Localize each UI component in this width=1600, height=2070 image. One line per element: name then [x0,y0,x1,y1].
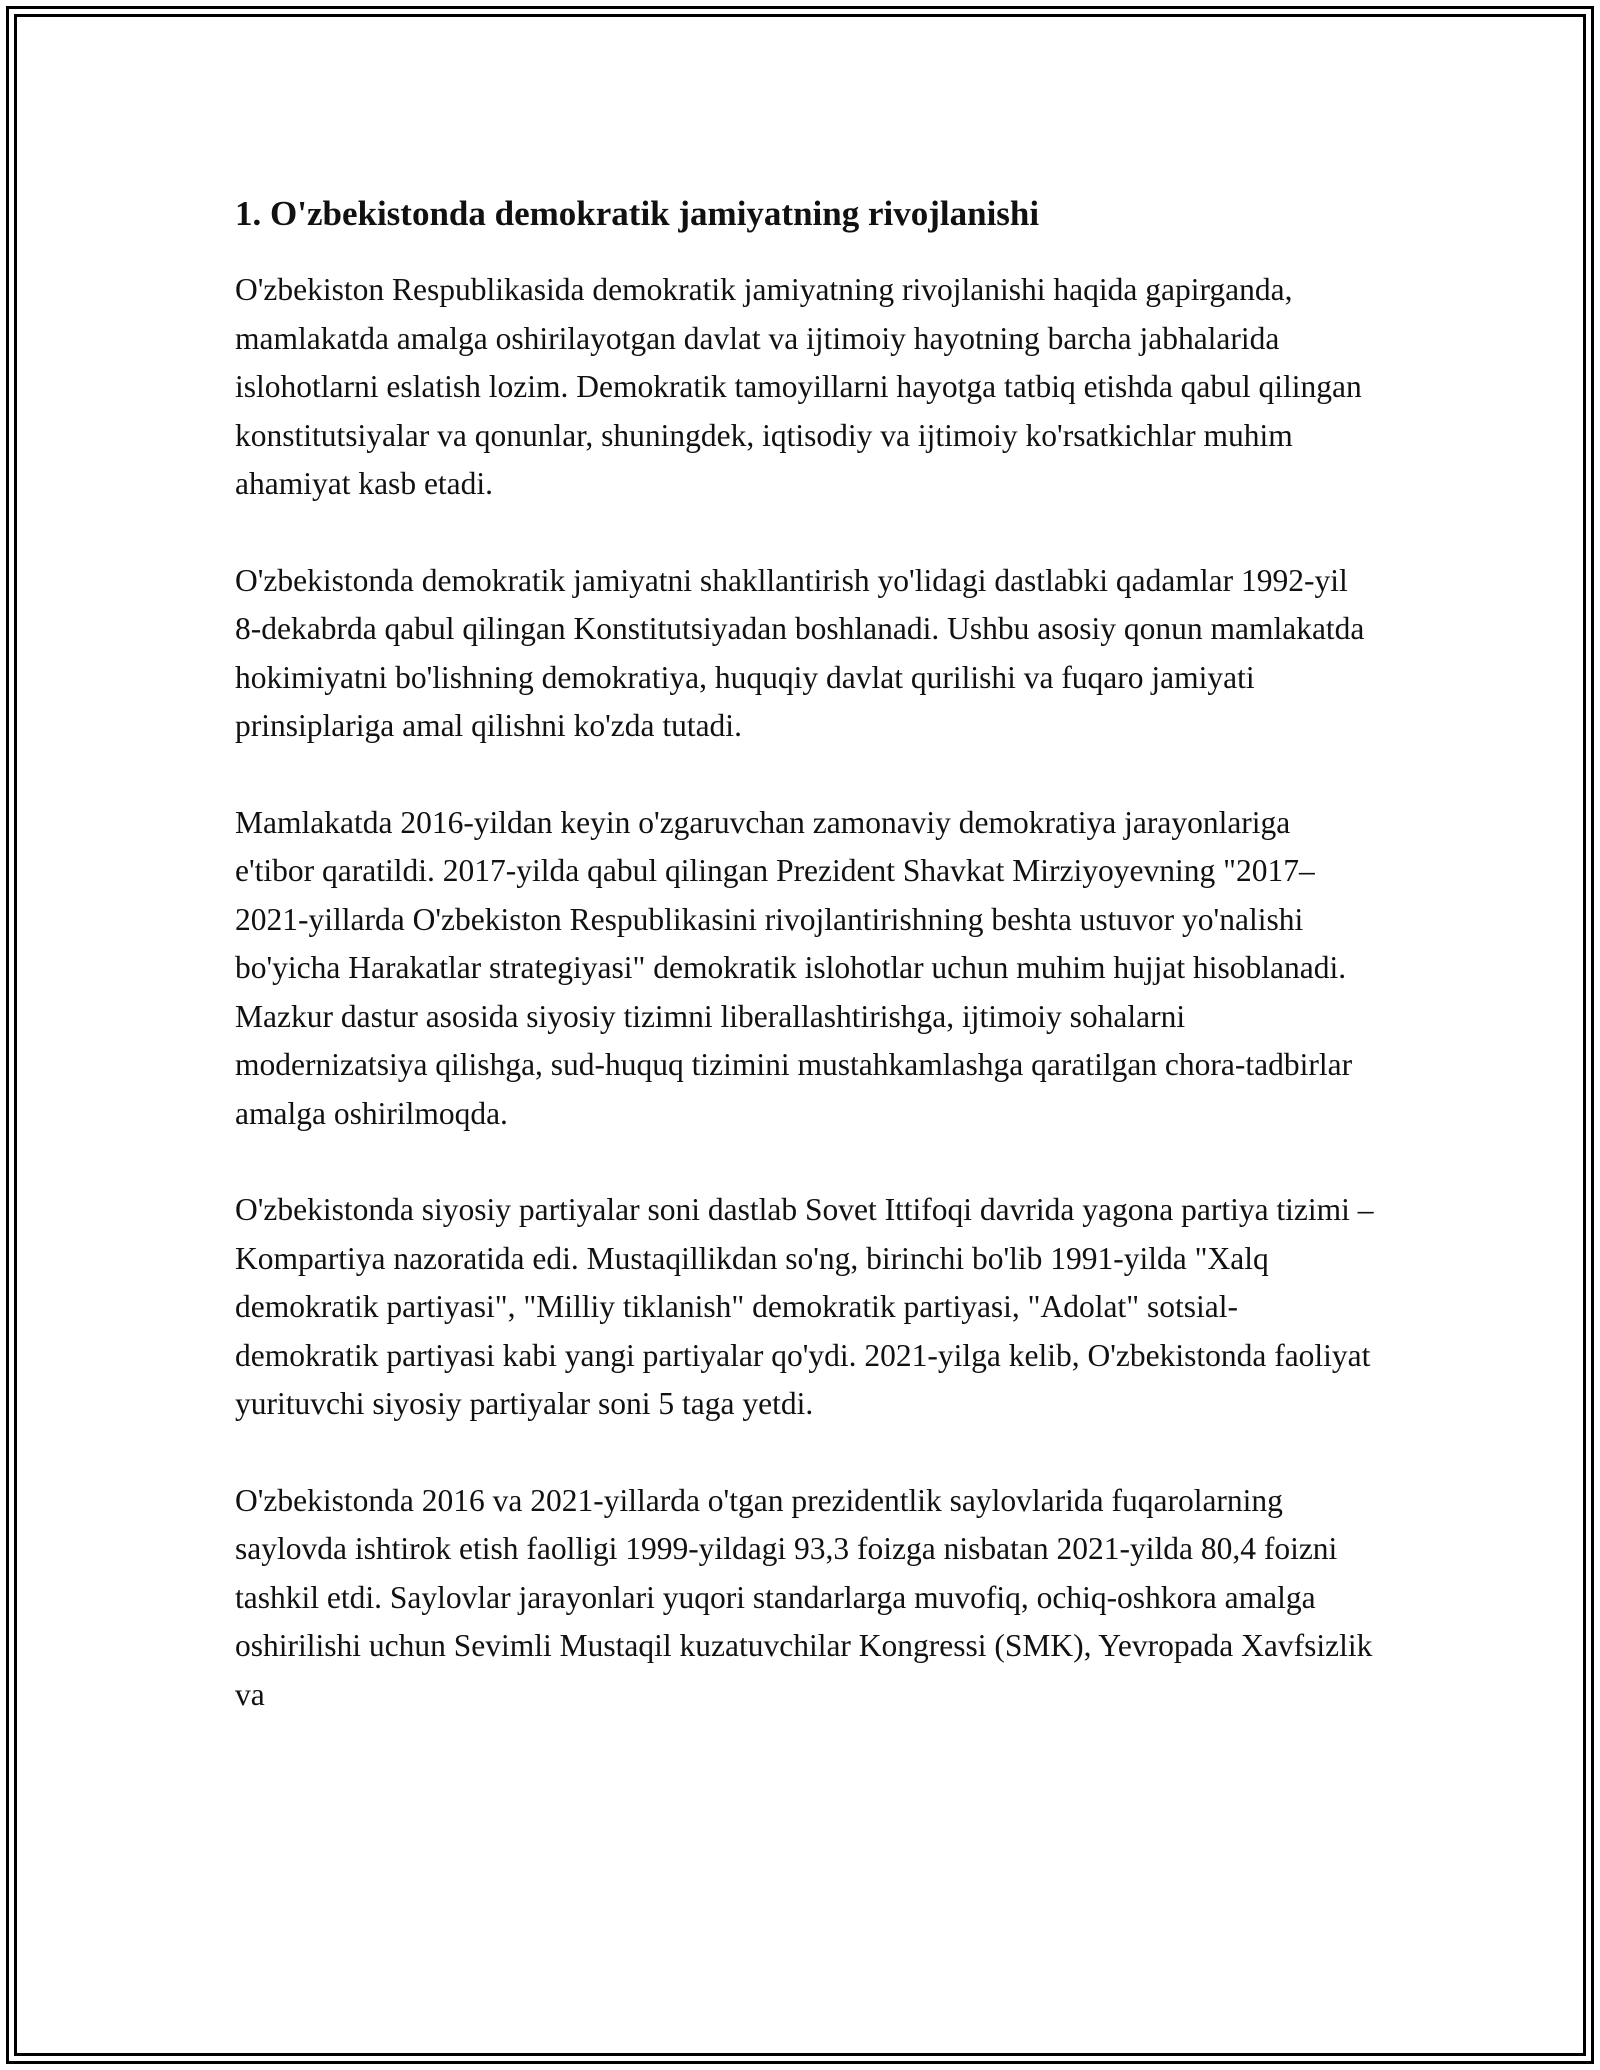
paragraph-4: O'zbekistonda siyosiy partiyalar soni dastlab Sovet Ittifoqi davrida yagona partiya tizimi – Kompartiya nazoratida edi. Mustaqillikdan so'ng, birinchi bo'lib 1991-yilda "Xalq demokratik partiyasi", "Milliy tiklanish" demokratik partiyasi, "Adolat" sotsial-demokratik partiyasi kabi yangi partiyalar qo'ydi. 2021-yilga kelib, O'zbekistonda faoliyat yurituvchi siyosiy partiyalar soni 5 taga yetdi. [235,1192,1374,1421]
document-body [235,188,1375,1767]
section-heading: 1. O'zbekistonda demokratik jamiyatning rivojlanishi [235,194,1040,233]
paragraph-5: O'zbekistonda 2016 va 2021-yillarda o'tgan prezidentlik saylovlarida fuqarolarning saylovda ishtirok etish faolligi 1999-yildagi 93,3 foizga nisbatan 2021-yilda 80,4 foizni tashkil etdi. Saylovlar jarayonlari yuqori standarlarga muvofiq, ochiq-oshkora amalga oshirilishi uchun Sevimli Mustaqil kuzatuvchilar Kongressi (SMK), Yevropada Xavfsizlik va [235,1482,1373,1712]
paragraph-1: O'zbekiston Respublikasida demokratik jamiyatning rivojlanishi haqida gapirganda, mamlakatda amalga oshirilayotgan davlat va ijtimoiy hayotning barcha jabhalarida islohotlarni eslatish lozim. Demokratik tamoyillarni hayotga tatbiq etishda qabul qilingan konstitutsiyalar va qonunlar, shuningdek, iqtisodiy va ijtimoiy ko'rsatkichlar muhim ahamiyat kasb etadi. [235,272,1362,501]
paragraph-3: Mamlakatda 2016-yildan keyin o'zgaruvchan zamonaviy demokratiya jarayonlariga e'tibor qaratildi. 2017-yilda qabul qilingan Prezident Shavkat Mirziyoyevning "2017–2021-yillarda O'zbekiston Respublikasini rivojlantirishning beshta ustuvor yo'nalishi bo'yicha Harakatlar strategiyasi" demokratik islohotlar uchun muhim hujjat hisoblanadi. Mazkur dastur asosida siyosiy tizimni liberallashtirishga, ijtimoiy sohalarni modernizatsiya qilishga, sud-huquq tizimini mustahkamlashga qaratilgan chora-tadbirlar amalga oshirilmoqda. [235,804,1353,1131]
paragraph-2: O'zbekistonda demokratik jamiyatni shakllantirish yo'lidagi dastlabki qadamlar 1992-yil 8-dekabrda qabul qilingan Konstitutsiyadan boshlanadi. Ushbu asosiy qonun mamlakatda hokimiyatni bo'lishning demokratiya, huquqiy davlat qurilishi va fuqaro jamiyati prinsiplariga amal qilishni ko'zda tutadi. [235,562,1365,743]
